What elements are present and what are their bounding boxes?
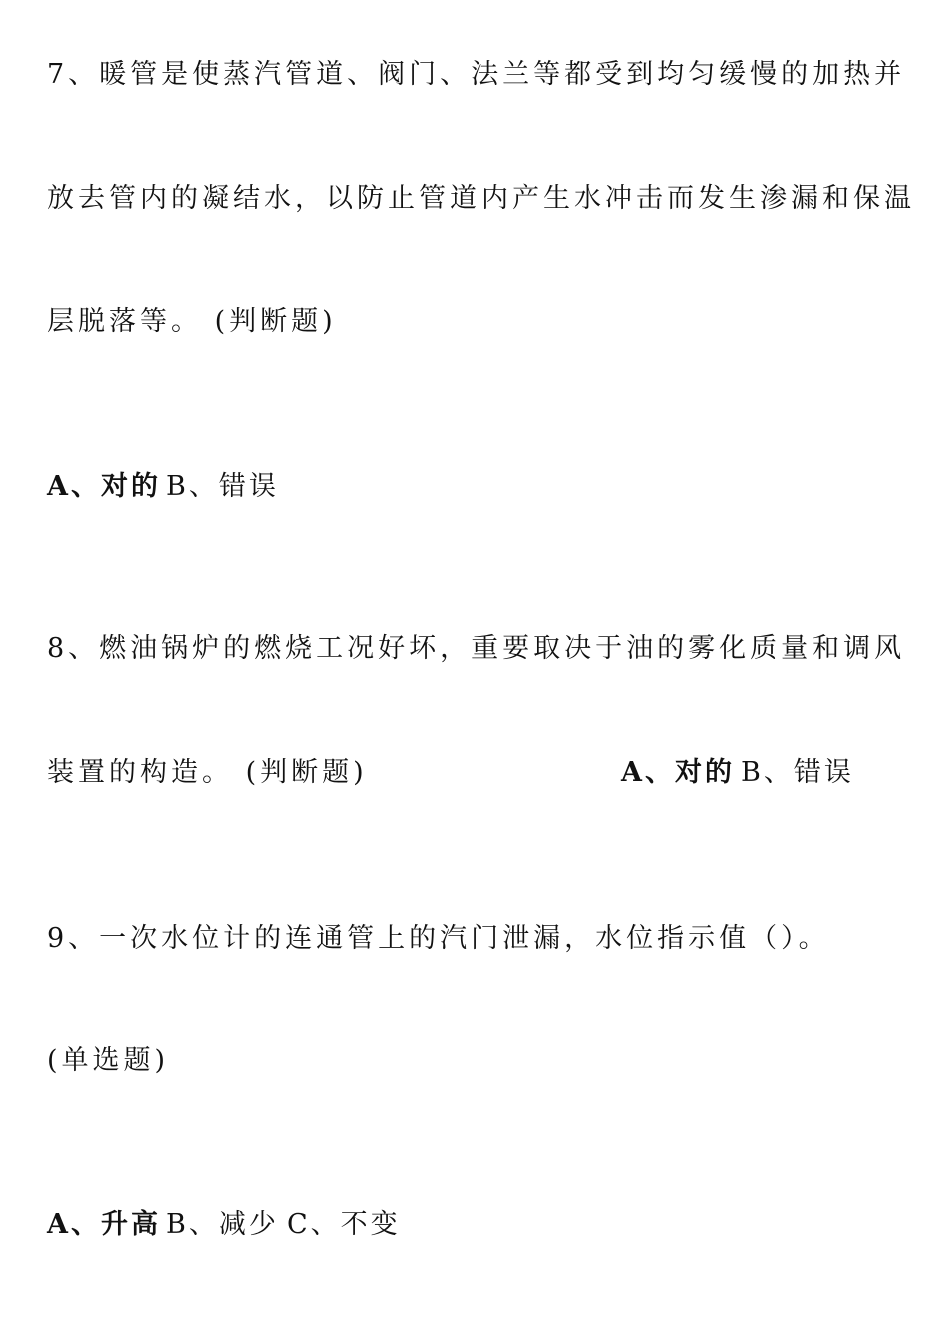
question-8-line-2: 装置的构造。 (判断题): [47, 757, 368, 788]
question-7-line-1: 7、暖管是使蒸汽管道、阀门、法兰等都受到均匀缓慢的加热并: [47, 59, 906, 90]
question-8-option-a: A、对的: [621, 757, 735, 788]
question-7-line-3: 层脱落等。 (判断题): [47, 306, 337, 337]
question-7-option-b: B、错误: [166, 471, 279, 502]
question-9-option-c: C、不变: [287, 1209, 401, 1240]
question-9-option-b: B、减少: [166, 1209, 279, 1240]
question-9-line-2: (单选题): [47, 1045, 170, 1076]
question-9-line-1: 9、一次水位计的连通管上的汽门泄漏，水位指示值（）。: [47, 923, 830, 954]
question-7-line-2: 放去管内的凝结水，以防止管道内产生水冲击而发生渗漏和保温: [47, 183, 915, 214]
question-9-option-a: A、升高: [47, 1209, 161, 1240]
question-7-option-a: A、对的: [47, 471, 161, 502]
question-8-option-b: B、错误: [741, 757, 854, 788]
question-8-line-1: 8、燃油锅炉的燃烧工况好坏，重要取决于油的雾化质量和调风: [47, 633, 906, 664]
